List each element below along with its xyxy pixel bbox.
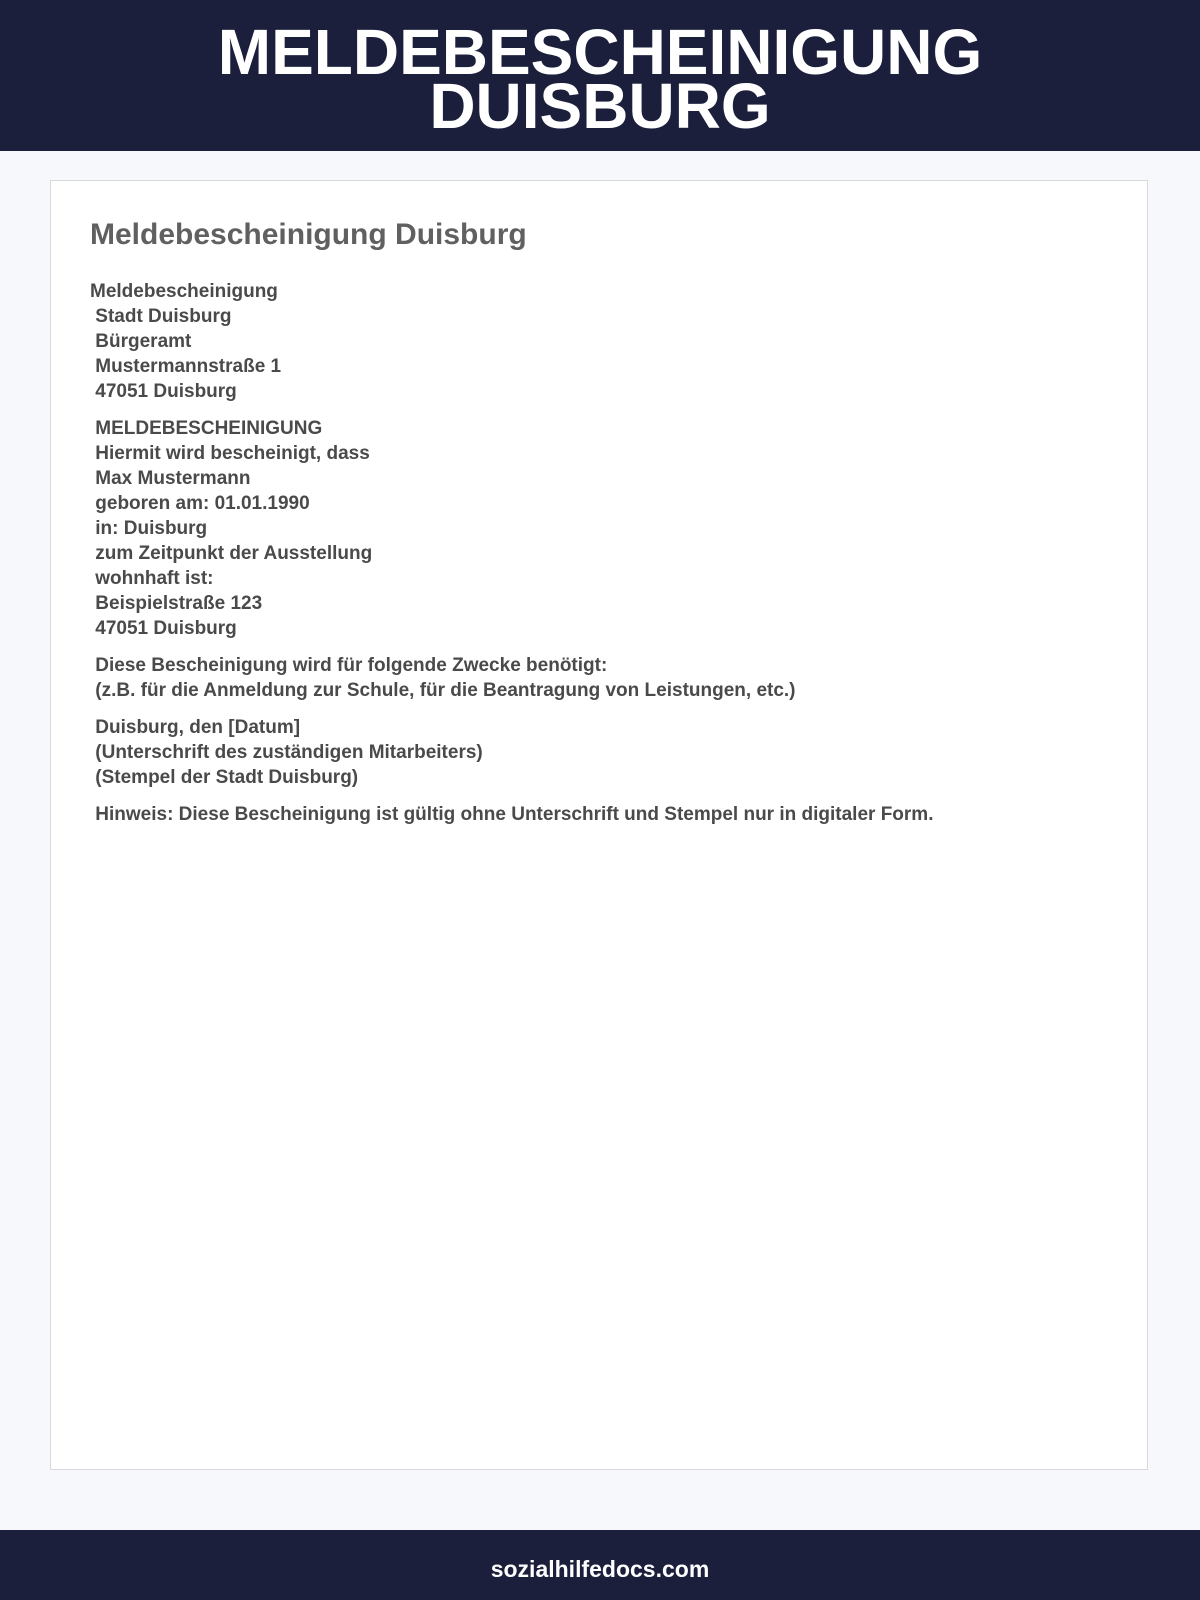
doc-line: (z.B. für die Anmeldung zur Schule, für die Beantragung von Leistungen, etc.) — [90, 680, 796, 701]
doc-line: Hiermit wird bescheinigt, dass — [90, 443, 370, 464]
doc-line: 47051 Duisburg — [90, 381, 237, 402]
doc-line: 47051 Duisburg — [90, 618, 237, 639]
doc-line: Max Mustermann — [90, 468, 251, 489]
document-title: Meldebescheinigung Duisburg — [90, 218, 527, 251]
doc-line: zum Zeitpunkt der Ausstellung — [90, 543, 373, 564]
doc-line: Beispielstraße 123 — [90, 593, 263, 614]
doc-line: in: Duisburg — [90, 518, 208, 539]
doc-line: Mustermannstraße 1 — [90, 356, 282, 377]
doc-line: (Unterschrift des zuständigen Mitarbeiters) — [90, 742, 483, 763]
doc-line: Bürgeramt — [90, 331, 192, 352]
banner-title-line-1: MELDEBESCHEINIGUNG — [217, 16, 983, 88]
doc-line: Diese Bescheinigung wird für folgende Zwecke benötigt: — [90, 655, 608, 676]
signature-block — [90, 715, 1090, 790]
document-card — [50, 180, 1148, 1470]
doc-line: wohnhaft ist: — [90, 568, 214, 589]
doc-line: (Stempel der Stadt Duisburg) — [90, 767, 359, 788]
banner-title-line-2: DUISBURG — [429, 70, 771, 142]
doc-line: MELDEBESCHEINIGUNG — [90, 418, 323, 439]
doc-line: Meldebescheinigung — [90, 281, 278, 302]
page-header — [0, 0, 1200, 151]
document-body — [90, 279, 1090, 839]
doc-line: Hinweis: Diese Bescheinigung ist gültig ohne Unterschrift und Stempel nur in digitaler Form. — [90, 804, 934, 825]
doc-line: Duisburg, den [Datum] — [90, 717, 301, 738]
purpose-block — [90, 653, 1090, 703]
doc-line: Stadt Duisburg — [90, 306, 232, 327]
footer-site-name: sozialhilfedocs.com — [490, 1556, 710, 1582]
certification-block — [90, 416, 1090, 641]
doc-line: geboren am: 01.01.1990 — [90, 493, 310, 514]
page-footer — [0, 1530, 1200, 1600]
sender-address-block — [90, 279, 1090, 404]
page-banner-title — [0, 0, 1200, 142]
notice-block — [90, 802, 1090, 827]
